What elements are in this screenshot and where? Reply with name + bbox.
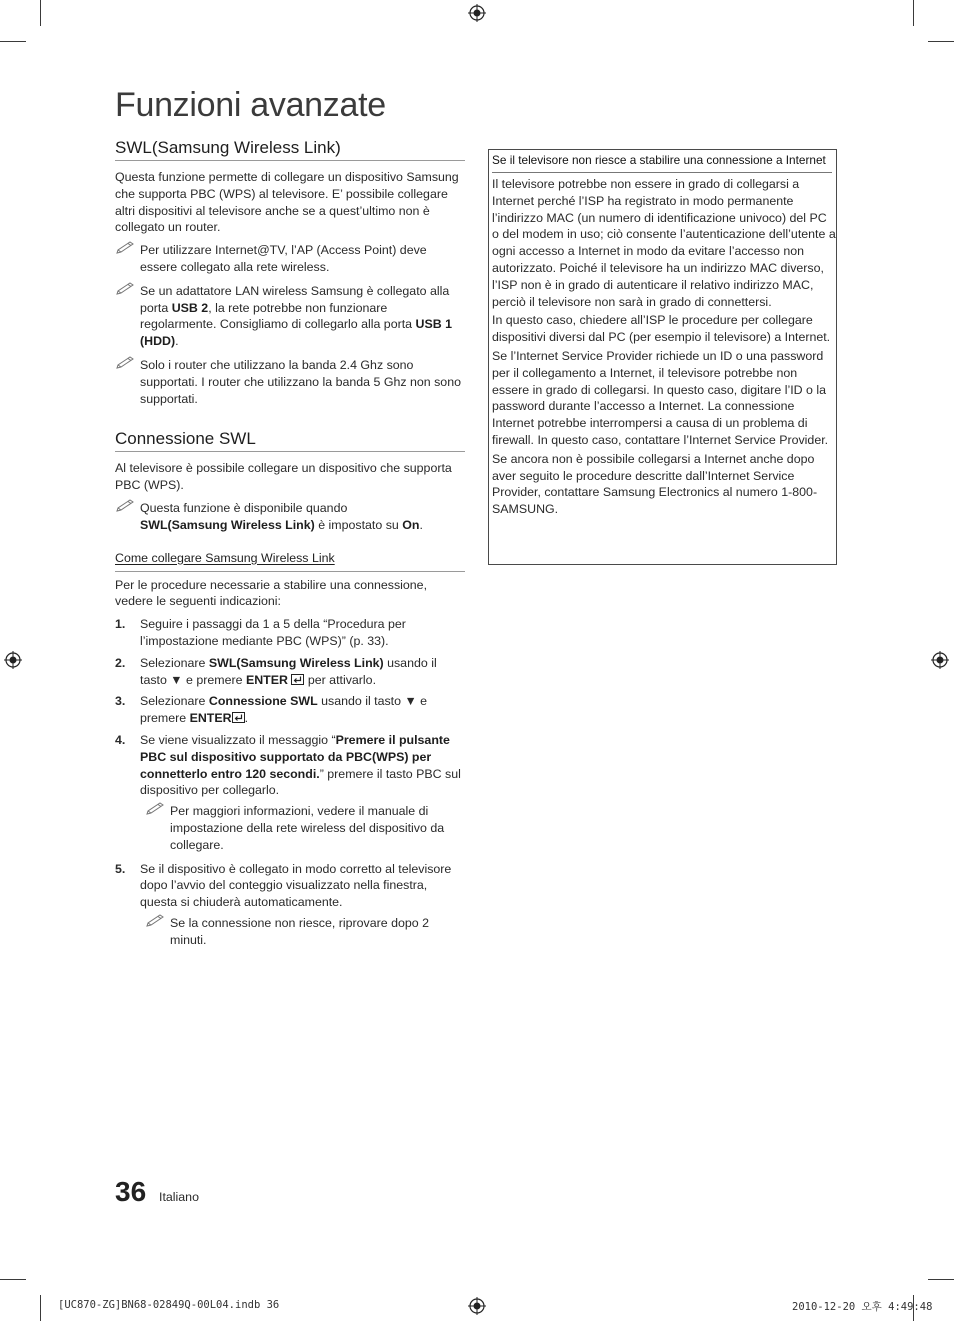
footer-file-info: [UC870-ZG]BN68-02849Q-00L04.indb 36 bbox=[58, 1299, 280, 1311]
info-box bbox=[488, 149, 837, 565]
step-bold: Connessione SWL bbox=[208, 694, 318, 709]
note-text: è impostato su bbox=[314, 517, 403, 532]
step-number: 4. bbox=[115, 732, 126, 747]
step-bold: SWL(Samsung Wireless Link) bbox=[208, 655, 384, 670]
step-text: Seguire i passaggi da 1 a 5 della “Procedura per l’impostazione mediante PBC (WPS)” (p. 33). bbox=[140, 617, 406, 648]
subheading: Come collegare Samsung Wireless Link bbox=[115, 550, 335, 565]
note-text: Se la connessione non riesce, riprovare dopo 2 minuti. bbox=[170, 915, 429, 947]
note-text: Se un adattatore LAN wireless Samsung è collegato alla porta bbox=[140, 283, 450, 315]
enter-key-icon bbox=[232, 712, 245, 723]
note bbox=[145, 915, 465, 949]
registration-mark-icon bbox=[931, 651, 949, 669]
page-title: Funzioni avanzate bbox=[115, 86, 386, 124]
list-item bbox=[115, 732, 465, 854]
step-bold: Premere il pulsante PBC sul dispositivo supportato da PBC(WPS) per connetterlo entro 120 secondi. bbox=[140, 732, 450, 781]
conn-lead: Per le procedure necessarie a stabilire una connessione, vedere le seguenti indicazioni: bbox=[115, 577, 428, 609]
note-text: . bbox=[175, 334, 179, 349]
step-number: 3. bbox=[115, 694, 126, 709]
step-text: ” premere il tasto PBC sul dispositivo per collegarlo. bbox=[140, 766, 461, 798]
list-item bbox=[115, 693, 465, 727]
section-heading-connessione: Connessione SWL bbox=[115, 429, 465, 452]
pencil-note-icon bbox=[115, 499, 135, 513]
steps-list bbox=[115, 616, 465, 948]
on-label: On bbox=[402, 517, 420, 532]
enter-label: ENTER bbox=[245, 672, 288, 687]
step-text: Se il dispositivo è collegato in modo corretto al televisore dopo l’avvio del conteggio visualizzato nella finestra, questa si chiuderà automaticamente. bbox=[140, 861, 452, 910]
enter-label: ENTER bbox=[189, 711, 232, 726]
page-language: Italiano bbox=[159, 1190, 199, 1204]
note bbox=[115, 242, 465, 276]
page-number: 36 bbox=[115, 1176, 147, 1207]
enter-key-icon bbox=[291, 674, 304, 685]
crop-mark bbox=[0, 1279, 26, 1280]
step-text: per attivarlo. bbox=[304, 672, 377, 687]
step-text: usando il tasto ▼ e premere bbox=[140, 694, 428, 726]
note bbox=[115, 283, 465, 350]
step-text: Selezionare bbox=[140, 694, 209, 709]
note-text: Solo i router che utilizzano la banda 2.4 Ghz sono supportati. I router che utilizzano la banda 5 Ghz non sono supportati. bbox=[140, 357, 461, 406]
info-box-paragraph: Il televisore potrebbe non essere in grado di collegarsi a Internet perché l’ISP ha registrato in modo permanente l’indirizzo MAC (un numero di identificazione univoco) del PC o del modem in uso; ciò consente l’autenticazione dell’utente a ogni accesso a Internet in modo da evitare l’accesso non autorizzato. Poiché il televisore ha un indirizzo MAC diverso, l’ISP non è in grado di autenticare il relativo indirizzo MAC, perciò il televisore non sarà in grado di connettersi. bbox=[492, 177, 836, 309]
info-box-paragraph: In questo caso, chiedere all’ISP le procedure per collegare dispositivi diversi dal PC (per esempio il televisore) a Internet. bbox=[492, 313, 831, 345]
usb2-label: USB 2 bbox=[171, 300, 209, 315]
step-text: Se viene visualizzato il messaggio “ bbox=[140, 732, 336, 747]
list-item bbox=[115, 616, 465, 650]
list-item bbox=[115, 861, 465, 949]
step-text: Selezionare bbox=[140, 655, 209, 670]
info-box-paragraph: Se l’Internet Service Provider richiede un ID o una password per il collegamento a Internet, il televisore potrebbe non essere in grado di collegarsi. In questo caso, digitare l’ID o la password durante l’accesso a Internet. La connessione Internet potrebbe interrompersi a causa di un problema di firewall. In questo caso, contattare l’Internet Service Provider. bbox=[492, 348, 829, 447]
step-number: 1. bbox=[115, 617, 126, 632]
registration-mark-icon bbox=[4, 651, 22, 669]
step-number: 2. bbox=[115, 655, 126, 670]
swl-label: SWL(Samsung Wireless Link) bbox=[140, 517, 315, 532]
left-column bbox=[115, 138, 465, 955]
crop-mark bbox=[913, 0, 914, 26]
step-text: usando il tasto ▼ e premere bbox=[140, 655, 437, 687]
divider bbox=[115, 571, 465, 572]
note-text: , la rete potrebbe non funzionare regolarmente. Consigliamo di collegarlo alla porta bbox=[140, 300, 416, 332]
list-item bbox=[115, 655, 465, 689]
info-box-paragraph: Se ancora non è possibile collegarsi a Internet anche dopo aver seguito le procedure descritte dall’Internet Service Provider, contattare Samsung Electronics al numero 1-800-SAMSUNG. bbox=[492, 451, 818, 517]
pencil-note-icon bbox=[115, 356, 135, 370]
pencil-note-icon bbox=[115, 282, 135, 296]
crop-mark bbox=[0, 41, 26, 42]
note-text: . bbox=[419, 517, 423, 532]
pencil-note-icon bbox=[145, 802, 165, 816]
step-number: 5. bbox=[115, 861, 126, 876]
swl-intro: Questa funzione permette di collegare un dispositivo Samsung che supporta PBC (WPS) al televisore. E’ possibile collegare altri dispositivi al televisore anche se a quest’ultimo non è collegato un router. bbox=[115, 170, 459, 235]
note bbox=[115, 500, 465, 534]
pencil-note-icon bbox=[145, 914, 165, 928]
usb1-label: USB 1 (HDD) bbox=[140, 317, 452, 349]
note-text: Questa funzione è disponibile quando bbox=[140, 500, 348, 515]
section-heading-swl: SWL(Samsung Wireless Link) bbox=[115, 138, 465, 161]
crop-mark bbox=[928, 1279, 954, 1280]
footer-timestamp: 2010-12-20 오후 4:49:48 bbox=[792, 1301, 933, 1313]
registration-mark-icon bbox=[468, 1297, 486, 1315]
info-box-heading: Se il televisore non riesce a stabilire una connessione a Internet bbox=[492, 153, 832, 173]
note bbox=[115, 357, 465, 407]
note bbox=[145, 803, 465, 853]
note-text: Per maggiori informazioni, vedere il manuale di impostazione della rete wireless del dispositivo da collegare. bbox=[170, 804, 445, 852]
crop-mark bbox=[928, 41, 954, 42]
note-text: Per utilizzare Internet@TV, l’AP (Access Point) deve essere collegato alla rete wireless. bbox=[140, 243, 427, 274]
registration-mark-icon bbox=[468, 4, 486, 22]
pencil-note-icon bbox=[115, 241, 135, 255]
crop-mark bbox=[40, 1295, 41, 1321]
step-text: . bbox=[244, 711, 249, 726]
crop-mark bbox=[40, 0, 41, 26]
conn-intro: Al televisore è possibile collegare un dispositivo che supporta PBC (WPS). bbox=[115, 461, 452, 493]
